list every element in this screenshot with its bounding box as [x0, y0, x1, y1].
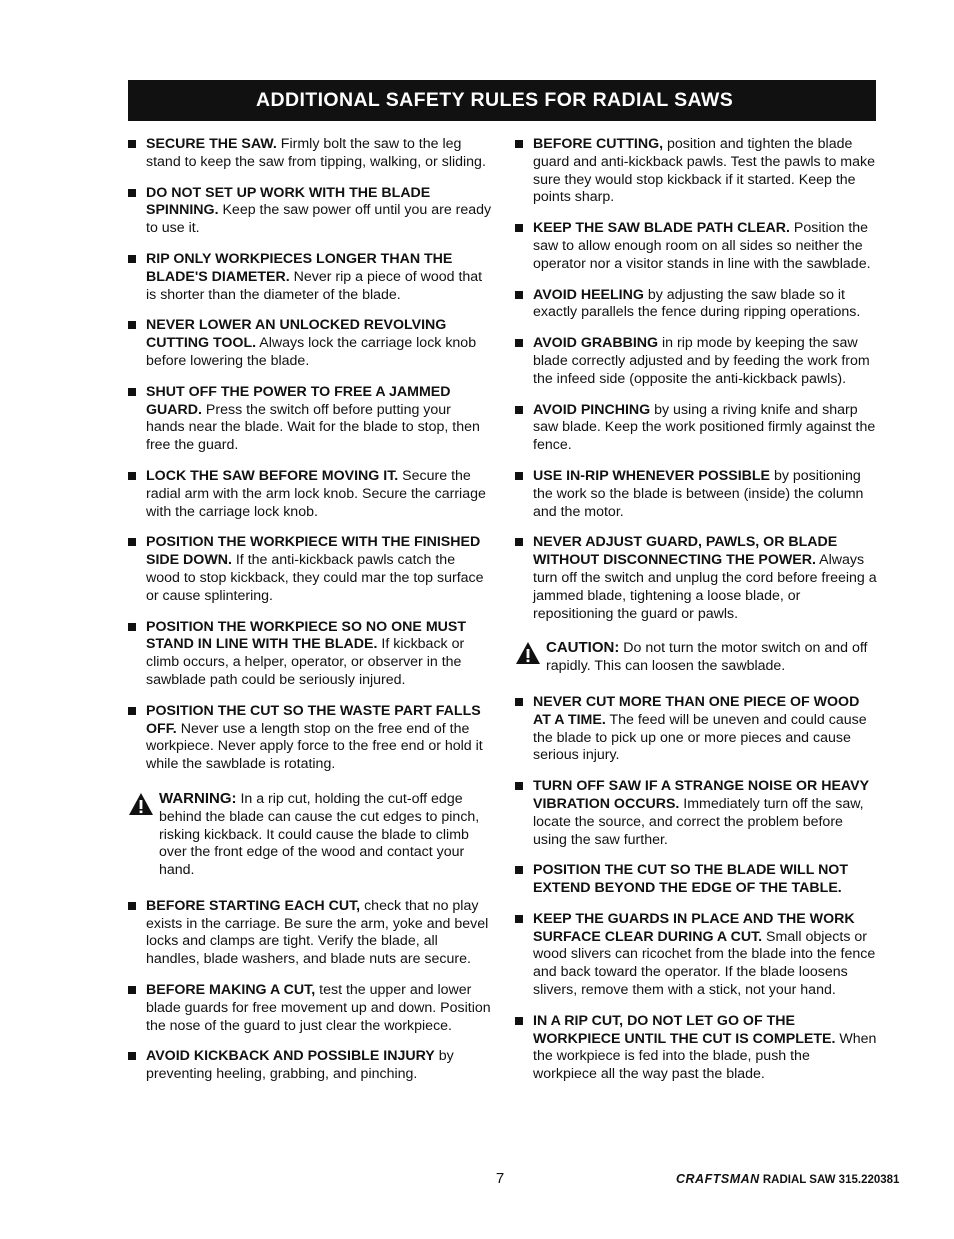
square-bullet-icon [515, 782, 523, 790]
square-bullet-icon [515, 140, 523, 148]
square-bullet-icon [515, 224, 523, 232]
square-bullet-icon [515, 339, 523, 347]
warning-triangle-icon [128, 792, 154, 816]
square-bullet-icon [128, 472, 136, 480]
rule-body: by positioning the work so the blade is between (inside) the column and the motor. [533, 467, 864, 520]
rule-heading: SECURE THE SAW. [146, 136, 277, 152]
rule-body: Never use a length stop on the free end of the workpiece. Never apply force to the free end or hold it while the sawblade is rotating. [146, 720, 483, 773]
caution-notice [515, 639, 877, 676]
rule-item [515, 335, 877, 388]
rule-body: Small objects or wood slivers can ricochet from the blade into the fence and back toward the operator. If the blade loosens slivers, remove them with a stick, not your hand. [533, 928, 876, 999]
warning-body: In a rip cut, holding the cut-off edge behind the blade can cause the cut edges to pinch, risking kickback. It could cause the blade to climb over the front edge of the wood and contact your hand. [159, 790, 480, 879]
square-bullet-icon [128, 388, 136, 396]
rule-body: If the anti-kickback pawls catch the wood to stop kickback, they could mar the top surface or cause splintering. [146, 552, 484, 604]
rule-heading: POSITION THE WORKPIECE SO NO ONE MUST STAND IN LINE WITH THE BLADE. [146, 618, 467, 653]
product-model: RADIAL SAW 315.220381 [759, 1174, 900, 1186]
rule-item [128, 136, 492, 172]
square-bullet-icon [128, 986, 136, 994]
rule-body: Keep the saw power off until you are ready to use it. [146, 202, 492, 237]
square-bullet-icon [515, 472, 523, 480]
rule-item [515, 220, 877, 273]
rule-body: Always lock the carriage lock knob before lowering the blade. [146, 335, 477, 369]
rule-heading: USE IN-RIP WHENEVER POSSIBLE [533, 467, 771, 484]
square-bullet-icon [128, 902, 136, 910]
rule-item [515, 534, 877, 623]
square-bullet-icon [515, 915, 523, 923]
rule-body: Firmly bolt the saw to the leg stand to keep the saw from tipping, walking, or sliding. [146, 136, 486, 170]
rule-body: check that no play exists in the carriage. Be sure the arm, yoke and bevel locks and clamps are tight. Verify the blade, all handles, blade washers, and blade nuts are secure. [146, 897, 489, 968]
rule-body: by adjusting the saw blade so it exactly parallels the fence during ripping operations. [533, 286, 861, 321]
rule-item [515, 778, 877, 849]
rule-heading: DO NOT SET UP WORK WITH THE BLADE SPINNING. [146, 184, 431, 219]
rule-item [128, 468, 492, 521]
rule-heading: SHUT OFF THE POWER TO FREE A JAMMED GUARD. [146, 383, 451, 418]
rule-item [515, 402, 877, 455]
rule-heading: LOCK THE SAW BEFORE MOVING IT. [146, 467, 399, 484]
rule-item [515, 1013, 877, 1084]
caution-triangle-icon [515, 641, 541, 665]
right-rules-b [515, 694, 877, 1084]
square-bullet-icon [128, 321, 136, 329]
rule-heading: BEFORE MAKING A CUT, [146, 982, 316, 999]
rule-body: by using a riving knife and sharp saw blade. Keep the work positioned firmly against the fence. [533, 401, 876, 454]
square-bullet-icon [128, 623, 136, 631]
square-bullet-icon [128, 189, 136, 197]
square-bullet-icon [128, 538, 136, 546]
rule-item [515, 694, 877, 765]
rule-item [128, 982, 492, 1035]
rule-body: Press the switch off before putting your hands near the blade. Wait for the blade to stop, then free the guard. [146, 401, 480, 454]
rule-heading: KEEP THE GUARDS IN PLACE AND THE WORK SURFACE CLEAR DURING A CUT. [533, 910, 855, 945]
rule-body: in rip mode by keeping the saw blade correctly adjusted and by feeding the work from the infeed side (opposite the anti-kickback pawls). [533, 335, 870, 387]
rule-heading: IN A RIP CUT, DO NOT LET GO OF THE WORKPIECE UNTIL THE CUT IS COMPLETE. [533, 1012, 836, 1047]
square-bullet-icon [515, 698, 523, 706]
section-title: ADDITIONAL SAFETY RULES FOR RADIAL SAWS [256, 89, 734, 111]
rule-heading: TURN OFF SAW IF A STRANGE NOISE OR HEAVY VIBRATION OCCURS. [533, 778, 869, 812]
rule-heading: NEVER LOWER AN UNLOCKED REVOLVING CUTTING TOOL. [146, 317, 447, 352]
rule-body: When the workpiece is fed into the blade, push the workpiece all the way past the blade. [533, 1030, 877, 1083]
rule-item [128, 317, 492, 370]
left-rules-b [128, 898, 492, 1084]
rule-item [128, 1048, 492, 1084]
rule-item [128, 384, 492, 455]
rule-item [128, 251, 492, 304]
rule-item [515, 862, 877, 898]
rule-heading: AVOID KICKBACK AND POSSIBLE INJURY [146, 1048, 435, 1065]
rule-heading: NEVER ADJUST GUARD, PAWLS, OR BLADE WITHOUT DISCONNECTING THE POWER. [533, 534, 838, 569]
rule-item [128, 619, 492, 690]
rule-body: Position the saw to allow enough room on all sides so neither the operator nor a visitor stands in line with the sawblade. [533, 220, 871, 272]
caution-heading: CAUTION: [546, 639, 620, 657]
rule-body: test the upper and lower blade guards for free movement up and down. Position the nose of the guard to just clear the workpiece. [146, 982, 491, 1034]
right-column [515, 136, 877, 1097]
warning-heading: WARNING: [159, 789, 237, 807]
section-header-bar [128, 80, 876, 121]
footer-brand-line [676, 1172, 899, 1186]
caution-body: Do not turn the motor switch on and off rapidly. This can loosen the sawblade. [546, 640, 868, 675]
warning-notice [128, 790, 492, 880]
rule-heading: POSITION THE CUT SO THE WASTE PART FALLS OFF. [146, 702, 481, 737]
rule-item [515, 468, 877, 521]
rule-body: The feed will be uneven and could cause the blade to pick up one or more pieces and cause serious injury. [533, 711, 867, 764]
rule-item [128, 898, 492, 969]
rule-heading: POSITION THE WORKPIECE WITH THE FINISHED SIDE DOWN. [146, 534, 481, 569]
rule-body: Never rip a piece of wood that is shorter than the diameter of the blade. [146, 268, 483, 303]
rule-body: Secure the radial arm with the arm lock knob. Secure the carriage with the carriage lock knob. [146, 467, 486, 520]
rule-body: position and tighten the blade guard and anti-kickback pawls. Test the pawls to make sure they would stop kickback if it started. Keep the points sharp. [533, 136, 875, 206]
rule-item [515, 136, 877, 207]
right-rules-a [515, 136, 877, 623]
square-bullet-icon [128, 1052, 136, 1060]
rule-item [128, 185, 492, 238]
left-column [128, 136, 492, 1097]
square-bullet-icon [128, 255, 136, 263]
page-number: 7 [495, 1170, 505, 1187]
rule-item [128, 534, 492, 605]
rule-item [515, 911, 877, 1000]
rule-heading: AVOID GRABBING [533, 335, 659, 352]
rule-item [515, 287, 877, 323]
rule-heading: NEVER CUT MORE THAN ONE PIECE OF WOOD AT A TIME. [533, 693, 860, 728]
square-bullet-icon [515, 291, 523, 299]
square-bullet-icon [515, 1017, 523, 1025]
square-bullet-icon [515, 406, 523, 414]
square-bullet-icon [128, 707, 136, 715]
left-rules-a [128, 136, 492, 774]
rule-heading: KEEP THE SAW BLADE PATH CLEAR. [533, 220, 790, 237]
rule-item [128, 703, 492, 774]
rule-heading: POSITION THE CUT SO THE BLADE WILL NOT EXTEND BEYOND THE EDGE OF THE TABLE. [533, 862, 849, 897]
rule-body: Always turn off the switch and unplug the cord before freeing a jammed blade, tightening a loose blade, or repositioning the guard or pawls. [533, 552, 877, 622]
rule-heading: BEFORE CUTTING, [533, 136, 664, 152]
rule-body: If kickback or climb occurs, a helper, operator, or observer in the sawblade path could be seriously injured. [146, 636, 465, 688]
rule-heading: BEFORE STARTING EACH CUT, [146, 897, 361, 914]
square-bullet-icon [515, 866, 523, 874]
square-bullet-icon [515, 538, 523, 546]
rule-body: Immediately turn off the saw, locate the source, and correct the problem before using the saw further. [533, 795, 864, 848]
square-bullet-icon [128, 140, 136, 148]
rule-heading: AVOID PINCHING [533, 401, 651, 418]
brand-logo: CRAFTSMAN [676, 1172, 760, 1186]
rule-body: by preventing heeling, grabbing, and pinching. [146, 1048, 454, 1083]
rule-heading: AVOID HEELING [533, 286, 644, 303]
rule-heading: RIP ONLY WORKPIECES LONGER THAN THE BLADE'S DIAMETER. [146, 250, 453, 285]
